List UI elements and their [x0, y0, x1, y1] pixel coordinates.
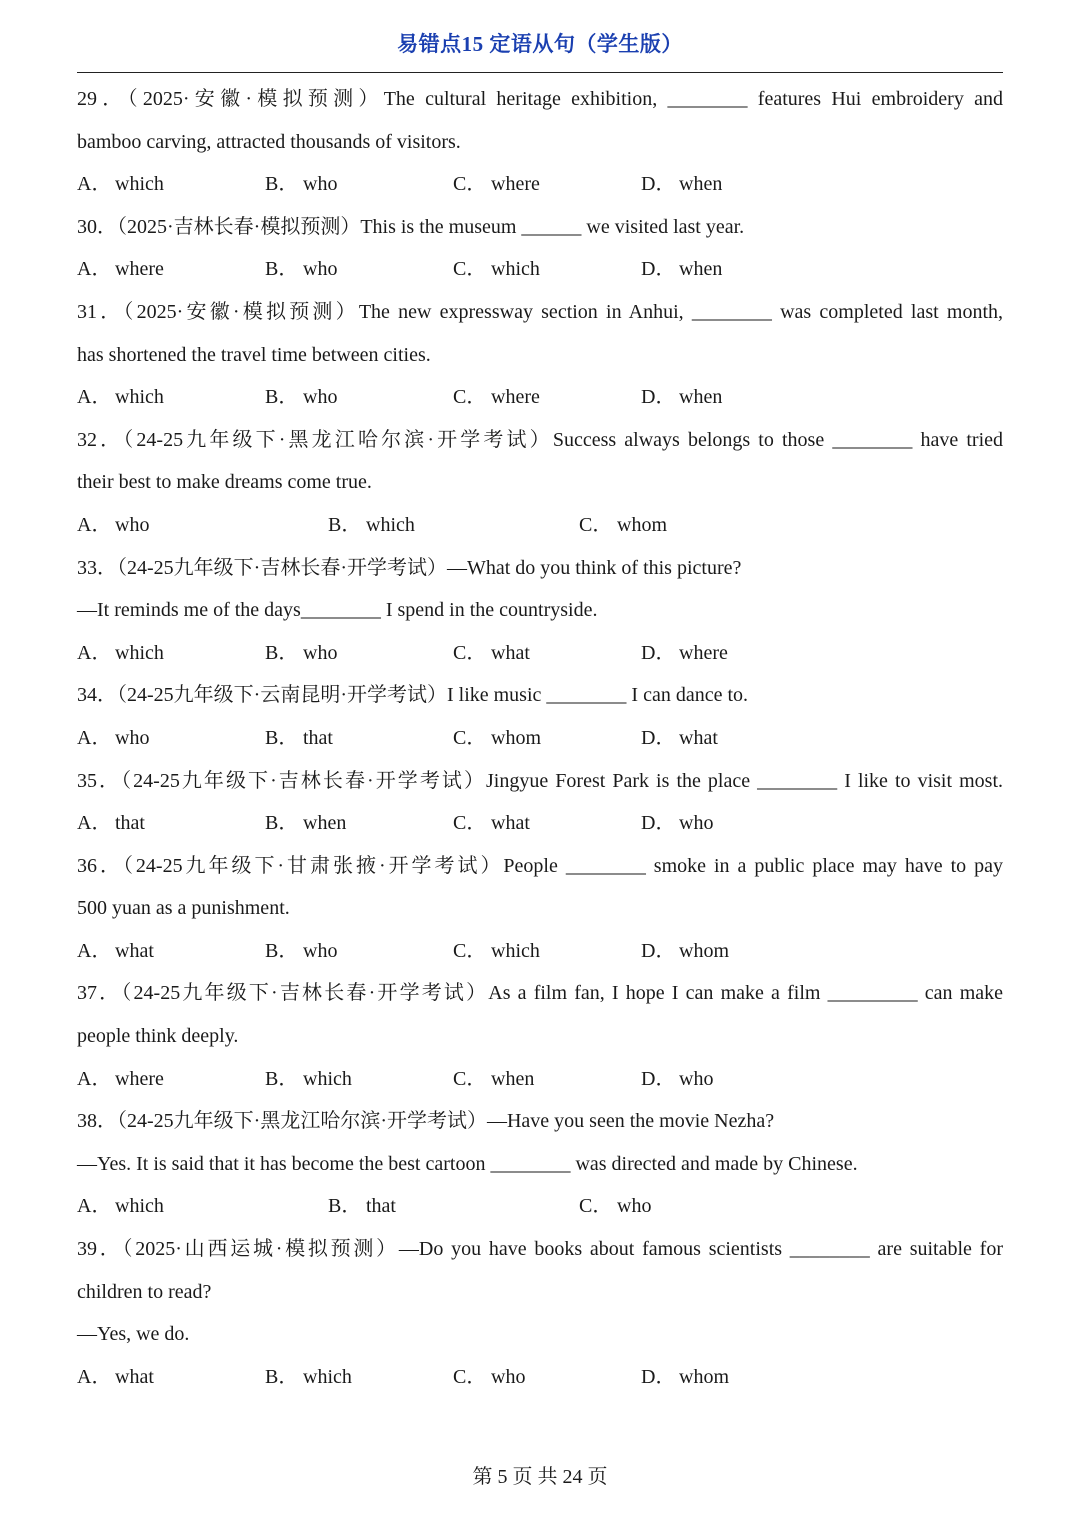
question-number: 38．: [77, 1110, 117, 1133]
question-text: （2025·安徽·模拟预测）The new expressway section in Anhui, ________ was completed last month,: [123, 300, 1003, 323]
option-a[interactable]: A． that: [77, 812, 145, 835]
option-d[interactable]: D． what: [641, 726, 718, 749]
question-stem-line: [77, 972, 1003, 1015]
question-34: [77, 674, 1003, 759]
options-row: [77, 1185, 1003, 1228]
option-d[interactable]: D． when: [641, 386, 723, 409]
question-text: —Yes. It is said that it has become the best cartoon ________ was directed and made by Chinese.: [77, 1152, 858, 1175]
question-number: 33．: [77, 556, 117, 579]
question-33: [77, 547, 1003, 675]
options-row: [77, 632, 1003, 675]
option-d[interactable]: D． when: [641, 258, 723, 281]
option-b[interactable]: B． that: [265, 726, 333, 749]
option-c[interactable]: C． whom: [453, 726, 541, 749]
question-text: their best to make dreams come true.: [77, 471, 372, 494]
option-b[interactable]: B． which: [265, 1067, 352, 1090]
option-a[interactable]: A． what: [77, 1365, 154, 1388]
options-row: [77, 248, 1003, 291]
question-text: （24-25九年级下·黑龙江哈尔滨·开学考试）—Have you seen the movie Nezha?: [117, 1110, 775, 1133]
question-stem-line: [77, 1100, 1003, 1143]
question-text: —It reminds me of the days________ I spend in the countryside.: [77, 599, 598, 622]
question-stem-line: [77, 291, 1003, 334]
question-number: 30．: [77, 215, 117, 238]
question-stem-line: [77, 674, 1003, 717]
option-a[interactable]: A． which: [77, 1195, 164, 1218]
question-number: 36．: [77, 854, 123, 877]
option-c[interactable]: C． whom: [579, 513, 667, 536]
question-number: 32．: [77, 428, 124, 451]
question-number: 39．: [77, 1238, 123, 1261]
question-text: （2025·山西运城·模拟预测）—Do you have books about famous scientists ________ are suitable for: [122, 1238, 1003, 1261]
question-number: 31．: [77, 300, 124, 323]
question-text: （24-25九年级下·甘肃张掖·开学考试）People ________ smoke in a public place may have to pay: [122, 854, 1004, 877]
question-stem-line: [77, 845, 1003, 888]
question-number: 29．: [77, 88, 128, 110]
option-c[interactable]: C． which: [453, 258, 540, 281]
question-text: （24-25九年级下·黑龙江哈尔滨·开学考试）Success always belongs to those ________ have tried: [123, 428, 1004, 451]
options-row: [77, 717, 1003, 760]
option-d[interactable]: D． who: [641, 812, 714, 835]
option-d[interactable]: D． whom: [641, 939, 729, 962]
option-d[interactable]: D． whom: [641, 1365, 729, 1388]
question-list: [77, 78, 1003, 1398]
option-b[interactable]: B． which: [265, 1365, 352, 1388]
question-text: children to read?: [77, 1280, 212, 1303]
options-row: [77, 163, 1003, 206]
option-a[interactable]: A． where: [77, 1067, 164, 1090]
page-number-footer: 第 5 页 共 24 页: [472, 1466, 608, 1488]
option-c[interactable]: C． what: [453, 641, 530, 664]
question-text: （2025·安徽·模拟预测）The cultural heritage exhibition, ________ features Hui embroidery and: [127, 88, 1003, 110]
question-text: （2025·吉林长春·模拟预测）This is the museum ______ we visited last year.: [117, 215, 745, 238]
question-text: （24-25九年级下·吉林长春·开学考试）Jingyue Forest Park is the place ________ I like to visit most.: [121, 769, 1004, 792]
option-a[interactable]: A． which: [77, 641, 164, 664]
header-divider: [77, 72, 1003, 73]
option-b[interactable]: B． when: [265, 812, 347, 835]
question-29: [77, 78, 1003, 206]
question-31: [77, 291, 1003, 419]
question-number: 37．: [77, 982, 122, 1005]
option-d[interactable]: D． when: [641, 173, 723, 196]
question-stem-line: [77, 1228, 1003, 1271]
question-stem-line: [77, 419, 1003, 462]
question-30: [77, 206, 1003, 291]
question-32: [77, 419, 1003, 547]
option-c[interactable]: C． what: [453, 812, 530, 835]
question-39: [77, 1228, 1003, 1398]
option-b[interactable]: B． who: [265, 386, 338, 409]
question-text: （24-25九年级下·云南昆明·开学考试）I like music ________ I can dance to.: [117, 684, 749, 707]
option-c[interactable]: C． which: [453, 939, 540, 962]
options-row: [77, 1058, 1003, 1101]
question-text: （24-25九年级下·吉林长春·开学考试）—What do you think of this picture?: [117, 556, 742, 579]
option-a[interactable]: A． which: [77, 386, 164, 409]
option-b[interactable]: B． which: [328, 513, 415, 536]
question-text: 500 yuan as a punishment.: [77, 897, 290, 920]
option-c[interactable]: C． where: [453, 173, 540, 196]
option-b[interactable]: B． who: [265, 173, 338, 196]
question-stem-line: [77, 760, 1003, 803]
options-row: [77, 376, 1003, 419]
options-row: [77, 930, 1003, 973]
option-a[interactable]: A． who: [77, 513, 150, 536]
question-text: has shortened the travel time between cities.: [77, 343, 431, 366]
option-c[interactable]: C． where: [453, 386, 540, 409]
question-stem-line: [77, 547, 1003, 590]
option-a[interactable]: A． what: [77, 939, 154, 962]
option-d[interactable]: D． who: [641, 1067, 714, 1090]
option-a[interactable]: A． who: [77, 726, 150, 749]
option-b[interactable]: B． that: [328, 1195, 396, 1218]
option-a[interactable]: A． where: [77, 258, 164, 281]
question-35: [77, 760, 1003, 845]
question-38: [77, 1100, 1003, 1228]
question-number: 35．: [77, 769, 122, 792]
option-c[interactable]: C． when: [453, 1067, 535, 1090]
question-stem-line: [77, 206, 1003, 249]
question-text: （24-25九年级下·吉林长春·开学考试）As a film fan, I hope I can make a film _________ can make: [121, 982, 1004, 1005]
option-b[interactable]: B． who: [265, 258, 338, 281]
question-stem-line: [77, 78, 1003, 121]
question-text: —Yes, we do.: [77, 1323, 190, 1346]
option-c[interactable]: C． who: [579, 1195, 652, 1218]
question-text: people think deeply.: [77, 1025, 239, 1048]
option-a[interactable]: A． which: [77, 173, 164, 196]
question-37: [77, 972, 1003, 1100]
options-row: [77, 1356, 1003, 1399]
options-row: [77, 802, 1003, 845]
options-row: [77, 504, 1003, 547]
option-b[interactable]: B． who: [265, 939, 338, 962]
option-d[interactable]: D． where: [641, 641, 728, 664]
question-text: bamboo carving, attracted thousands of visitors.: [77, 130, 461, 153]
question-36: [77, 845, 1003, 973]
question-number: 34．: [77, 684, 117, 707]
page-header-title: 易错点15 定语从句（学生版）: [397, 32, 683, 56]
option-b[interactable]: B． who: [265, 641, 338, 664]
option-c[interactable]: C． who: [453, 1365, 526, 1388]
